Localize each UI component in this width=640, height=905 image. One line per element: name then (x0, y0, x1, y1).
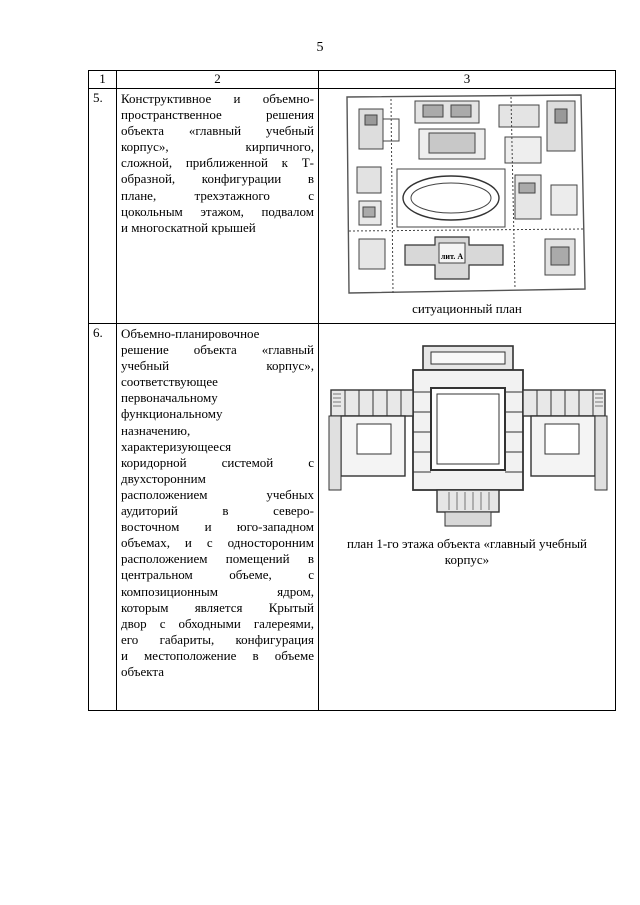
row-number: 5. (89, 89, 117, 324)
desc-line: объекта (121, 663, 165, 679)
desc-line: назначению, (121, 422, 191, 438)
desc-line: объекта «главный учебный (121, 123, 314, 139)
desc-line: центральном объеме, с (121, 567, 314, 583)
building-label: лит. А (440, 252, 464, 261)
desc-line: и местоположение в объеме (121, 647, 314, 663)
desc-line: корпус», кирпичного, (121, 139, 314, 155)
desc-line: Объемно-планировочное (121, 326, 260, 341)
desc-line: цокольным этажом, подвалом (121, 203, 314, 219)
site-plan-image (319, 89, 616, 301)
document-table (88, 70, 616, 711)
row-description (117, 324, 319, 711)
desc-line: первоначальному (121, 390, 218, 406)
desc-line: которым является Крытый (121, 599, 314, 615)
figure-cell (319, 89, 616, 324)
desc-line: объемах, и с односторонним (121, 535, 314, 551)
figure-caption: план 1-го этажа объекта «главный учебный (346, 536, 588, 551)
desc-line: коридорной системой с (121, 454, 314, 470)
desc-line: двор с обходными галереями, (121, 615, 314, 631)
desc-line: плане, трехэтажного с (121, 187, 314, 203)
desc-line: его габариты, конфигурация (121, 631, 314, 647)
figure-cell (319, 324, 616, 711)
desc-line: восточном и юго-западном (121, 519, 314, 535)
table-row (89, 324, 616, 711)
desc-line: аудиторий в северо- (121, 503, 314, 519)
header-cell-1: 1 (89, 71, 117, 89)
figure-caption: ситуационный план (412, 301, 522, 316)
header-cell-2: 2 (117, 71, 319, 89)
desc-line: соответствующее (121, 374, 218, 390)
table-header-row (89, 71, 616, 89)
desc-line: расположением учебных (121, 486, 314, 502)
row-description (117, 89, 319, 324)
figure-caption-continued: корпус» (444, 552, 490, 567)
header-cell-3: 3 (319, 71, 616, 89)
desc-line: характеризующееся (121, 438, 232, 454)
desc-line: Конструктивное и объемно- (121, 91, 314, 106)
desc-line: расположением помещений в (121, 551, 314, 567)
desc-line: и многоскатной крышей (121, 219, 256, 235)
floor-plan-image (319, 332, 616, 532)
table-row (89, 89, 616, 324)
desc-line: функциональному (121, 406, 223, 422)
desc-line: композиционным ядром, (121, 583, 314, 599)
desc-line: образной, конфигурации в (121, 171, 314, 187)
desc-line: решение объекта «главный (121, 342, 314, 358)
desc-line: сложной, приближенной к Т- (121, 155, 314, 171)
page-number: 5 (316, 40, 324, 55)
desc-line: пространственное решения (121, 107, 314, 123)
desc-line: двухсторонним (121, 470, 206, 486)
row-number: 6. (89, 324, 117, 711)
desc-line: учебный корпус», (121, 358, 314, 374)
